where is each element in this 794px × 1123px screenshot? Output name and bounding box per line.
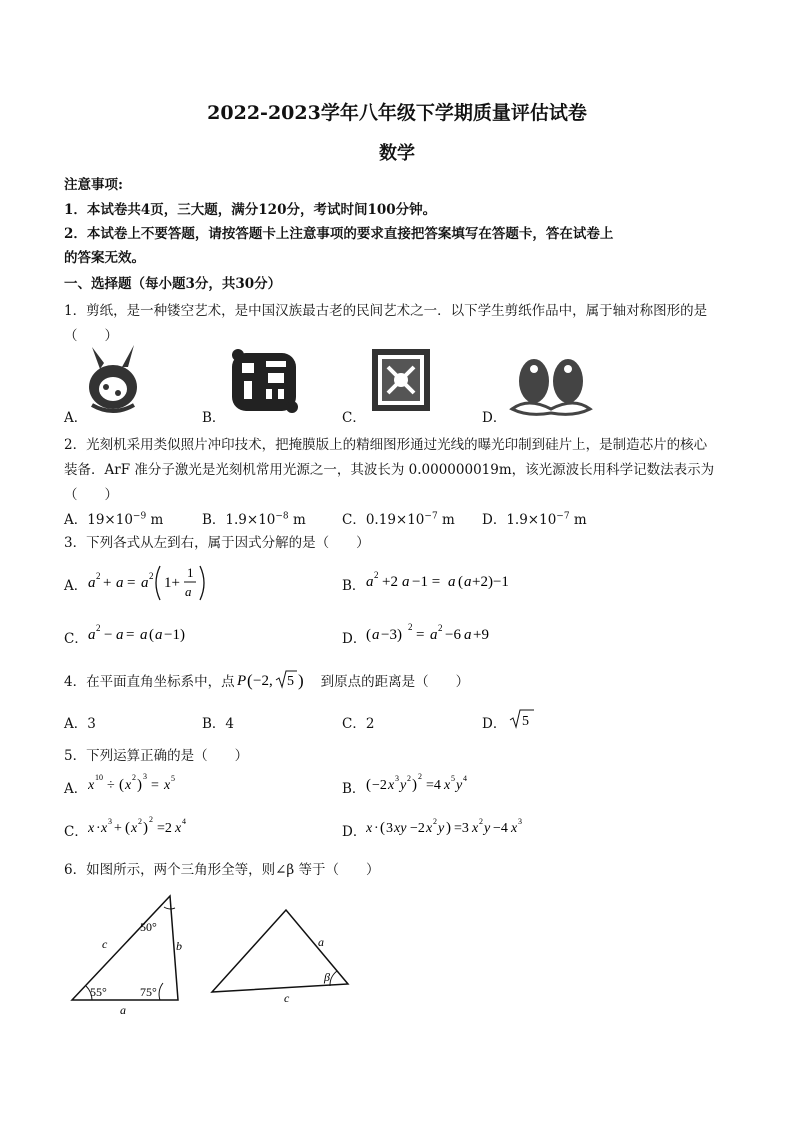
svg-text:a: a bbox=[116, 575, 124, 591]
svg-text:(: ( bbox=[246, 671, 253, 690]
svg-text:): ) bbox=[446, 820, 451, 836]
q5-option-a-label: A． bbox=[64, 781, 88, 797]
svg-text:+: + bbox=[114, 821, 122, 836]
svg-text:2: 2 bbox=[438, 623, 443, 633]
q5-option-b-label: B． bbox=[342, 781, 366, 797]
svg-text:=: = bbox=[127, 575, 136, 591]
svg-text:a: a bbox=[372, 627, 380, 643]
svg-text:P: P bbox=[236, 673, 246, 689]
svg-text:a: a bbox=[155, 627, 163, 643]
svg-text:): ) bbox=[137, 777, 142, 793]
q3-option-d-formula bbox=[366, 619, 516, 647]
svg-text:x: x bbox=[444, 778, 451, 793]
exam-title: 2022-2023学年八年级下学期质量评估试卷 bbox=[207, 102, 587, 124]
svg-text:=3: =3 bbox=[454, 821, 469, 836]
tri1-side-b: b bbox=[176, 939, 182, 953]
svg-text:3: 3 bbox=[518, 817, 522, 826]
svg-text:a: a bbox=[366, 574, 374, 590]
q3-option-a-formula bbox=[88, 562, 218, 604]
svg-text:): ) bbox=[143, 820, 148, 836]
q2-blank: （ ） bbox=[64, 487, 118, 503]
q4-point-formula bbox=[235, 668, 321, 692]
framed-papercut-image bbox=[370, 347, 432, 413]
svg-text:a: a bbox=[140, 627, 148, 643]
svg-text:2: 2 bbox=[149, 815, 153, 824]
svg-text:): ) bbox=[412, 777, 417, 793]
svg-text:a: a bbox=[464, 627, 472, 643]
svg-text:4: 4 bbox=[182, 817, 186, 826]
q5-option-d-formula bbox=[366, 812, 596, 840]
svg-text:2: 2 bbox=[407, 774, 411, 783]
svg-text:(: ( bbox=[366, 777, 371, 793]
svg-text:−1): −1) bbox=[164, 627, 185, 643]
svg-text:a: a bbox=[116, 627, 124, 643]
svg-text:): ) bbox=[297, 671, 304, 690]
svg-text:−2,: −2, bbox=[252, 673, 273, 689]
q5-stem: 5．下列运算正确的是（ ） bbox=[64, 748, 249, 764]
svg-text:5: 5 bbox=[171, 774, 175, 783]
tri2-side-a: a bbox=[318, 935, 324, 949]
q5-option-c-label: C． bbox=[64, 824, 88, 840]
svg-text:+9: +9 bbox=[473, 627, 489, 643]
q2-stem-line-1: 2．光刻机采用类似照片冲印技术，把掩膜版上的精细图形通过光线的曝光印制到硅片上，是制造芯片的核心 bbox=[64, 437, 708, 453]
fu-character-papercut-image bbox=[228, 345, 300, 415]
q4-option-d-formula bbox=[508, 706, 538, 732]
svg-text:3: 3 bbox=[395, 774, 399, 783]
svg-text:·: · bbox=[96, 821, 101, 836]
svg-text:10: 10 bbox=[95, 773, 103, 782]
svg-text:=: = bbox=[151, 778, 159, 793]
svg-text:÷: ÷ bbox=[107, 778, 115, 793]
svg-text:x: x bbox=[472, 821, 479, 836]
q6-triangle-2 bbox=[206, 906, 356, 1006]
svg-text:2: 2 bbox=[408, 622, 413, 632]
svg-text:2: 2 bbox=[138, 817, 142, 826]
q3-option-b-formula bbox=[366, 566, 536, 594]
svg-text:=: = bbox=[126, 627, 135, 643]
q4-option-d: D． bbox=[482, 716, 507, 732]
q1-option-b: B． bbox=[202, 410, 226, 426]
q3-option-b-label: B． bbox=[342, 578, 366, 594]
svg-text:xy: xy bbox=[394, 821, 407, 836]
q3-stem: 3．下列各式从左到右，属于因式分解的是（ ） bbox=[64, 535, 370, 551]
svg-text:a: a bbox=[448, 574, 456, 590]
svg-text:x: x bbox=[164, 778, 171, 793]
svg-text:x: x bbox=[125, 778, 132, 793]
svg-text:a: a bbox=[88, 627, 96, 643]
svg-text:2: 2 bbox=[374, 570, 379, 580]
tri1-angle-right: 75° bbox=[140, 985, 157, 999]
q4-option-a: A．3 bbox=[64, 716, 96, 732]
q2-option-a: A．$19\times 10^{-9}$ m bbox=[64, 511, 164, 528]
svg-text:a: a bbox=[185, 584, 192, 599]
svg-text:3: 3 bbox=[143, 772, 147, 781]
q2-option-d: D．$1.9\times 10^{-7}$ m bbox=[482, 511, 587, 528]
q2-option-b: B．$1.9\times 10^{-8}$ m bbox=[202, 511, 306, 528]
q1-blank: （ ） bbox=[64, 328, 118, 344]
q2-stem-line-2: 装备．ArF 准分子激光是光刻机常用光源之一，其波长为 0.000000019m，该光源波长用科学记数法表示为 bbox=[64, 462, 715, 478]
q2-option-c: C．$0.19\times 10^{-7}$ m bbox=[342, 511, 455, 528]
svg-text:y: y bbox=[456, 778, 463, 793]
svg-text:a: a bbox=[88, 575, 96, 591]
q6-stem: 6．如图所示，两个三角形全等，则∠β 等于（ ） bbox=[64, 862, 380, 878]
notice-item-2-line-1: 2．本试卷上不要答题，请按答题卡上注意事项的要求直接把答案填写在答题卡，答在试卷上 bbox=[64, 226, 614, 242]
tri2-angle-beta: β bbox=[324, 970, 330, 984]
svg-text:2: 2 bbox=[132, 773, 136, 782]
svg-text:y: y bbox=[400, 778, 407, 793]
q5-option-a-formula bbox=[88, 769, 208, 797]
svg-text:x: x bbox=[388, 778, 395, 793]
svg-text:2: 2 bbox=[479, 817, 483, 826]
svg-text:(: ( bbox=[458, 574, 463, 590]
svg-text:−: − bbox=[104, 627, 113, 643]
svg-text:(: ( bbox=[149, 627, 154, 643]
q3-option-c-label: C． bbox=[64, 631, 88, 647]
q1-option-a: A． bbox=[64, 410, 88, 426]
svg-text:5: 5 bbox=[451, 774, 455, 783]
svg-text:−3): −3) bbox=[381, 627, 402, 643]
svg-text:x: x bbox=[131, 821, 138, 836]
svg-text:=: = bbox=[416, 627, 425, 643]
svg-text:+2)−1: +2)−1 bbox=[472, 574, 509, 590]
svg-text:2: 2 bbox=[96, 623, 101, 633]
q3-option-c-formula bbox=[88, 619, 208, 647]
q1-stem: 1．剪纸，是一种镂空艺术，是中国汉族最古老的民间艺术之一．以下学生剪纸作品中，属于轴对称图形的是 bbox=[64, 303, 708, 319]
svg-text:2: 2 bbox=[418, 772, 422, 781]
svg-text:(: ( bbox=[380, 820, 385, 836]
svg-text:x: x bbox=[511, 821, 518, 836]
svg-text:+: + bbox=[103, 575, 112, 591]
svg-text:−6: −6 bbox=[445, 627, 461, 643]
svg-text:−4: −4 bbox=[493, 821, 508, 836]
tri1-angle-top: 50° bbox=[140, 920, 157, 934]
svg-text:2: 2 bbox=[433, 817, 437, 826]
svg-text:(: ( bbox=[119, 777, 124, 793]
tri1-angle-left: 55° bbox=[90, 985, 107, 999]
svg-text:2: 2 bbox=[149, 571, 154, 581]
svg-text:a: a bbox=[402, 574, 410, 590]
svg-text:a: a bbox=[430, 627, 438, 643]
notice-item-2-line-2: 的答案无效。 bbox=[64, 250, 145, 266]
svg-text:y: y bbox=[438, 821, 445, 836]
svg-text:a: a bbox=[141, 575, 149, 591]
q5-option-b-formula bbox=[366, 769, 506, 797]
svg-text:=2: =2 bbox=[157, 821, 172, 836]
rabbit-papercut-image bbox=[82, 343, 144, 415]
subject-title: 数学 bbox=[379, 143, 415, 164]
section-1-heading: 一、选择题（每小题3分，共30分） bbox=[64, 276, 282, 292]
svg-text:−2: −2 bbox=[410, 821, 425, 836]
svg-text:·: · bbox=[374, 821, 379, 836]
svg-text:x: x bbox=[88, 821, 95, 836]
svg-text:x: x bbox=[175, 821, 182, 836]
svg-text:x: x bbox=[426, 821, 433, 836]
svg-text:1: 1 bbox=[187, 565, 194, 580]
svg-text:=4: =4 bbox=[426, 778, 441, 793]
q6-triangle-1 bbox=[62, 892, 192, 1018]
svg-text:x: x bbox=[366, 821, 373, 836]
q1-option-c: C． bbox=[342, 410, 366, 426]
q3-option-d-label: D． bbox=[342, 631, 367, 647]
svg-text:a: a bbox=[464, 574, 472, 590]
svg-text:(: ( bbox=[366, 627, 371, 643]
svg-text:−2: −2 bbox=[372, 778, 387, 793]
svg-text:5: 5 bbox=[286, 674, 294, 689]
q4-stem: 4．在平面直角坐标系中，点 P ( −2, 5 ) 到原点的距离是（ ） bbox=[64, 668, 469, 692]
svg-text:1+: 1+ bbox=[164, 575, 180, 591]
svg-text:5: 5 bbox=[522, 714, 529, 729]
notice-item-1: 1．本试卷共4页，三大题，满分120分，考试时间100分钟。 bbox=[64, 202, 437, 218]
q4-option-b: B．4 bbox=[202, 716, 235, 732]
notice-heading: 注意事项: bbox=[64, 177, 123, 193]
tri1-side-c: c bbox=[102, 937, 108, 951]
q5-option-d-label: D． bbox=[342, 824, 367, 840]
svg-text:3: 3 bbox=[108, 817, 112, 826]
tri2-side-c: c bbox=[284, 991, 290, 1005]
svg-text:x: x bbox=[88, 778, 95, 793]
svg-text:−1 =: −1 = bbox=[412, 574, 441, 590]
q1-option-d: D． bbox=[482, 410, 507, 426]
q5-option-c-formula bbox=[88, 812, 218, 840]
q3-option-a-label: A． bbox=[64, 578, 88, 594]
svg-text:4: 4 bbox=[463, 774, 467, 783]
twin-fish-papercut-image bbox=[508, 349, 594, 419]
tri1-side-a: a bbox=[120, 1003, 126, 1017]
svg-text:+2: +2 bbox=[382, 574, 398, 590]
q4-option-c: C．2 bbox=[342, 716, 375, 732]
svg-text:2: 2 bbox=[96, 571, 101, 581]
svg-text:(: ( bbox=[125, 820, 130, 836]
svg-text:y: y bbox=[484, 821, 491, 836]
svg-text:3: 3 bbox=[386, 821, 393, 836]
svg-text:x: x bbox=[101, 821, 108, 836]
